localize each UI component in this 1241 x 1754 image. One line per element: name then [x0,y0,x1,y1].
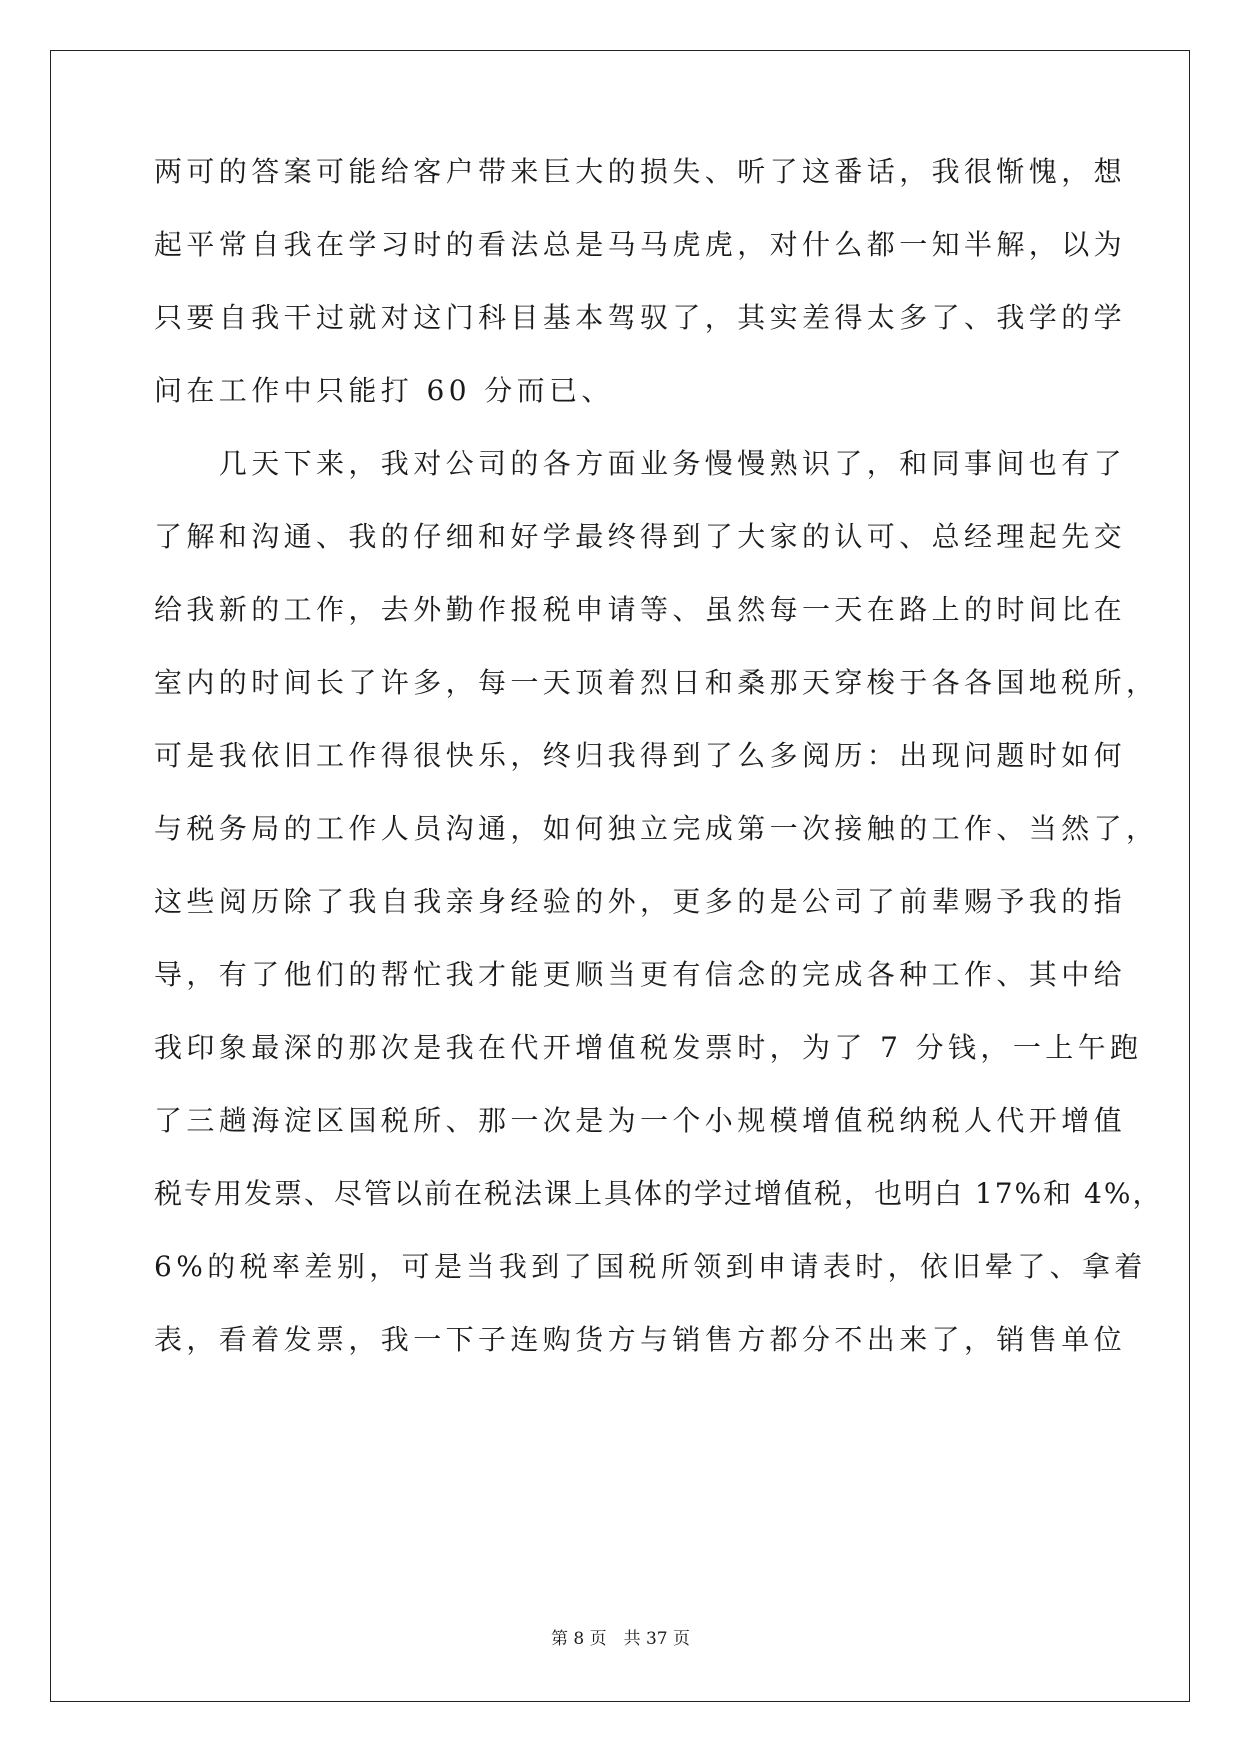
body-text-line: 与税务局的工作人员沟通，如何独立完成第一次接触的工作、当然了， [154,812,1159,845]
body-text-line: 了三趟海淀区国税所、那一次是为一个小规模增值税纳税人代开增值 [154,1104,1127,1137]
body-text-line: 6%的税率差别，可是当我到了国税所领到申请表时，依旧晕了、拿着 [154,1250,1147,1283]
body-text-line: 室内的时间长了许多，每一天顶着烈日和桑那天穿梭于各各国地税所， [154,666,1159,699]
body-text-line: 起平常自我在学习时的看法总是马马虎虎，对什么都一知半解，以为 [154,228,1127,261]
body-text-line: 只要自我干过就对这门科目基本驾驭了，其实差得太多了、我学的学 [154,301,1127,334]
body-text-line: 问在工作中只能打 60 分而已、 [154,374,614,407]
body-text-line: 税专用发票、尽管以前在税法课上具体的学过增值税，也明白 17%和 4%， [154,1177,1163,1210]
body-text-line: 可是我依旧工作得很快乐，终归我得到了么多阅历：出现问题时如何 [154,739,1127,772]
body-text-line: 两可的答案可能给客户带来巨大的损失、听了这番话，我很惭愧，想 [154,155,1127,188]
body-text-line: 我印象最深的那次是我在代开增值税发票时，为了 7 分钱，一上午跑 [154,1031,1143,1064]
body-text-line: 导，有了他们的帮忙我才能更顺当更有信念的完成各种工作、其中给 [154,958,1127,991]
body-text-line: 了解和沟通、我的仔细和好学最终得到了大家的认可、总经理起先交 [154,520,1127,553]
body-text-line: 这些阅历除了我自我亲身经验的外，更多的是公司了前辈赐予我的指 [154,885,1127,918]
body-text-line: 表，看着发票，我一下子连购货方与销售方都分不出来了，销售单位 [154,1323,1127,1356]
body-text-line: 给我新的工作，去外勤作报税申请等、虽然每一天在路上的时间比在 [154,593,1127,626]
body-text-line: 几天下来，我对公司的各方面业务慢慢熟识了，和同事间也有了 [154,447,1127,480]
page-number-footer: 第 8 页 共 37 页 [550,1629,691,1649]
page-border [50,50,1190,1702]
